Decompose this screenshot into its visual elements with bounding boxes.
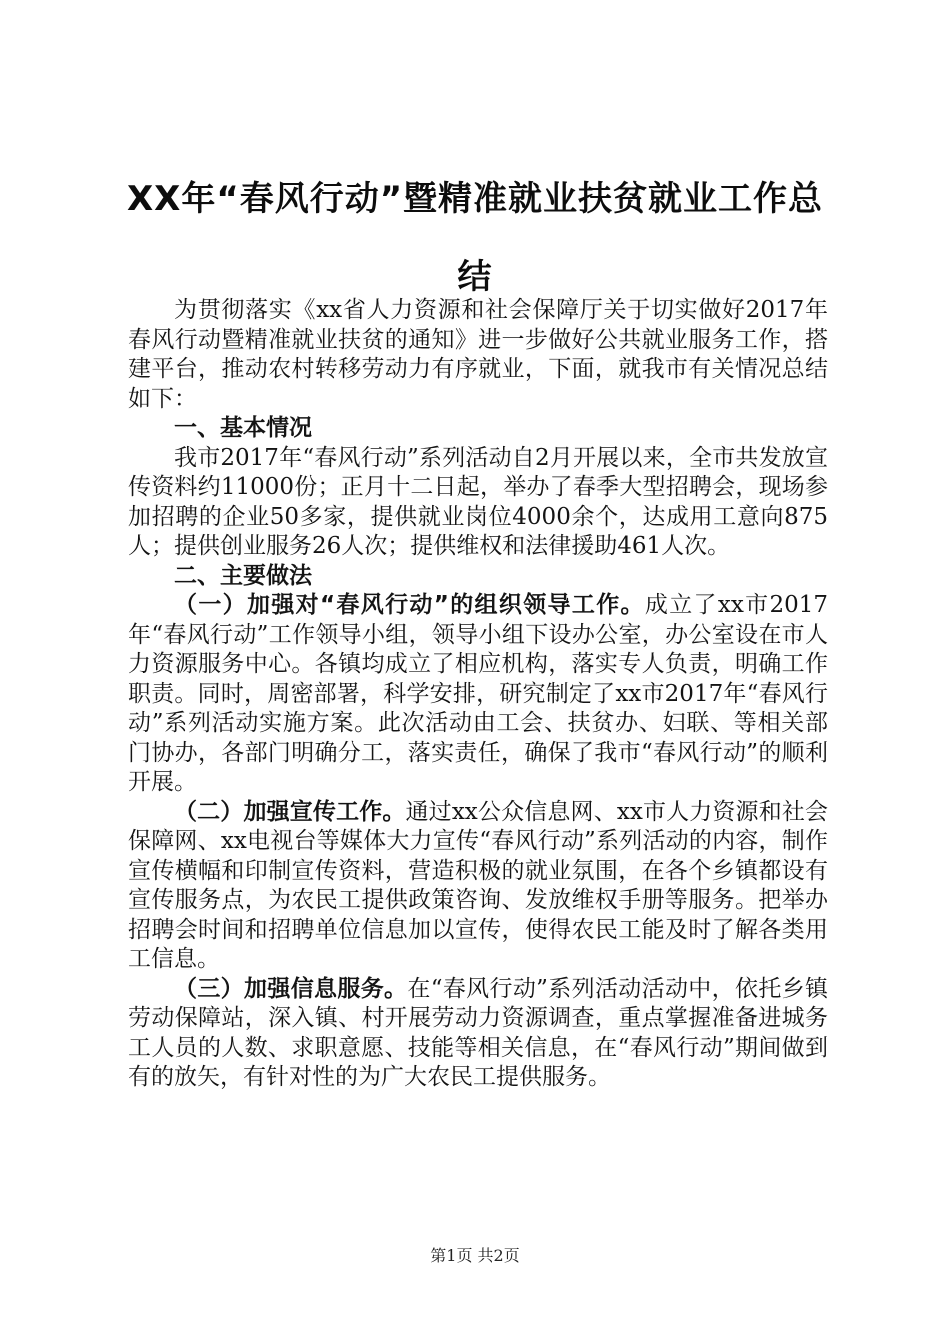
method-lead-3: （三）加强信息服务。 [174,975,408,1002]
section-paragraph-basic: 我市2017年“春风行动”系列活动自2月开展以来，全市共发放宣传资料约11000份；正月十二日起，举办了春季大型招聘会，现场参加招聘的企业50多家，提供就业岗位4000余个，达成用工意向875人；提供创业服务26人次；提供维权和法律援助461人次。 [128,444,828,559]
section-heading-methods: 二、主要做法 [174,562,312,589]
intro-paragraph: 为贯彻落实《xx省人力资源和社会保障厅关于切实做好2017年春风行动暨精准就业扶贫的通知》进一步做好公共就业服务工作，搭建平台，推动农村转移劳动力有序就业，下面，就我市有关情况总结如下： [128,297,828,412]
document-title: XX年“春风行动”暨精准就业扶贫就业工作总结 [126,179,824,297]
section-heading-basic: 一、基本情况 [174,415,312,441]
method-text-1: 成立了xx市2017年“春风行动”工作领导小组，领导小组下设办公室，办公室设在市人力资源服务中心。各镇均成立了相应机构，落实专人负责，明确工作职责。同时，周密部署，科学安排，研究制定了xx市2017年“春风行动”系列活动实施方案。此次活动由工会、扶贫办、妇联、等相关部门协办，各部门明确分工，落实责任，确保了我市“春风行动”的顺利开展。 [128,592,828,795]
method-text-3: 在“春风行动”系列活动活动中，依托乡镇劳动保障站，深入镇、村开展劳动力资源调查，重点掌握准备进城务工人员的人数、求职意愿、技能等相关信息，在“春风行动”期间做到有的放矢，有针对性的为广大农民工提供服务。 [128,975,828,1090]
method-paragraph-2 [128,798,828,975]
method-lead-2: （二）加强宣传工作。 [174,798,406,825]
page-number: 第1页 共2页 [430,1246,520,1265]
method-text-2: 通过xx公众信息网、xx市人力资源和社会保障网、xx电视台等媒体大力宣传“春风行动”系列活动的内容，制作宣传横幅和印制宣传资料，营造积极的就业氛围，在各个乡镇都设有宣传服务点，为农民工提供政策咨询、发放维权手册等服务。把举办招聘会时间和招聘单位信息加以宣传，使得农民工能及时了解各类用工信息。 [128,798,829,972]
method-paragraph-1 [128,591,828,798]
method-paragraph-3 [128,975,828,1093]
document-body [128,296,828,1093]
method-lead-1: （一）加强对“春风行动”的组织领导工作。 [174,592,645,618]
